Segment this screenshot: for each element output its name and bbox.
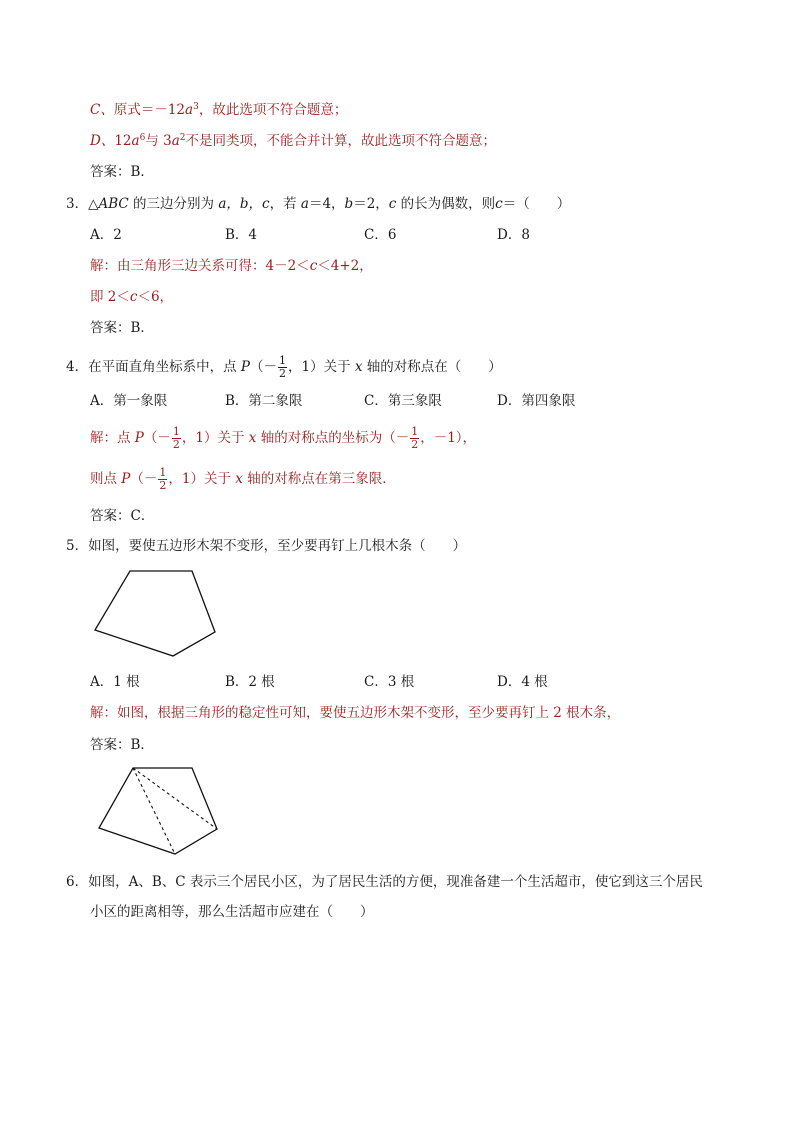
q5-option-d[interactable]: D．4 根 (497, 674, 548, 690)
q5-option-c[interactable]: C．3 根 (364, 674, 415, 690)
question-5-stem: 5．如图，要使五边形木架不变形，至少要再钉上几根木条（ ） (66, 538, 467, 554)
q5-option-b[interactable]: B．2 根 (225, 674, 275, 690)
q3-option-c[interactable]: C．6 (364, 227, 397, 243)
question-3-stem: 3．△ABC 的三边分别为 a，b，c，若 a＝4，b＝2，c 的长为偶数，则c＝（ ） (66, 196, 571, 212)
answer-q2: 答案：B． (90, 164, 154, 180)
fraction-half: $\frac{1}{2}$ (172, 425, 180, 451)
q4-option-a[interactable]: A．第一象限 (90, 393, 168, 409)
answer-q3: 答案：B． (90, 320, 154, 336)
question-4-stem: 4．在平面直角坐标系中，点 P（－ $\frac{1}{2}$ ，1）关于 x 轴的对称点在（ ） (66, 354, 502, 380)
fraction-half: $\frac{1}{2}$ (278, 354, 286, 380)
q4-solution-line1: 解：点 P（－ $\frac{1}{2}$ ，1）关于 x 轴的对称点的坐标为（－ $\frac{1}{2}$ ，－1）， (90, 425, 477, 451)
q3-option-a[interactable]: A．2 (90, 227, 122, 243)
q5-option-a[interactable]: A．1 根 (90, 674, 140, 690)
fraction-half: $\frac{1}{2}$ (411, 425, 419, 451)
answer-q4: 答案：C． (90, 508, 155, 524)
q4-option-c[interactable]: C．第三象限 (364, 393, 442, 409)
q3-option-b[interactable]: B．4 (225, 227, 258, 243)
solution-line-c: C、原式$=-12a^3$，故此选项不符合题意； (90, 102, 348, 118)
q5-solution: 解：如图，根据三角形的稳定性可知，要使五边形木架不变形，至少要再钉上 2 根木条， (90, 705, 621, 721)
pentagon-figure (90, 566, 220, 661)
q3-solution-line1: 解：由三角形三边关系可得：4－2＜c＜4+2， (90, 258, 373, 274)
q4-option-d[interactable]: D．第四象限 (497, 393, 576, 409)
q4-option-b[interactable]: B．第二象限 (225, 393, 303, 409)
question-6-stem-line2: 小区的距离相等，那么生活超市应建在（ ） (90, 904, 374, 920)
q3-solution-line2: 即 2＜c＜6， (90, 289, 174, 305)
solution-line-d: D、$12a^6$与 $3a^2$不是同类项，不能合并计算，故此选项不符合题意； (90, 133, 496, 149)
answer-q5: 答案：B． (90, 737, 154, 753)
q4-solution-line2: 则点 P（－ $\frac{1}{2}$ ，1）关于 x 轴的对称点在第三象限． (90, 466, 396, 492)
question-6-stem-line1: 6．如图，A、B、C 表示三个居民小区，为了居民生活的方便，现准备建一个生活超市，使它到这三个居民 (66, 874, 703, 890)
q3-option-d[interactable]: D．8 (497, 227, 530, 243)
pentagon-with-diagonals-figure (95, 764, 225, 859)
fraction-half: $\frac{1}{2}$ (159, 466, 167, 492)
